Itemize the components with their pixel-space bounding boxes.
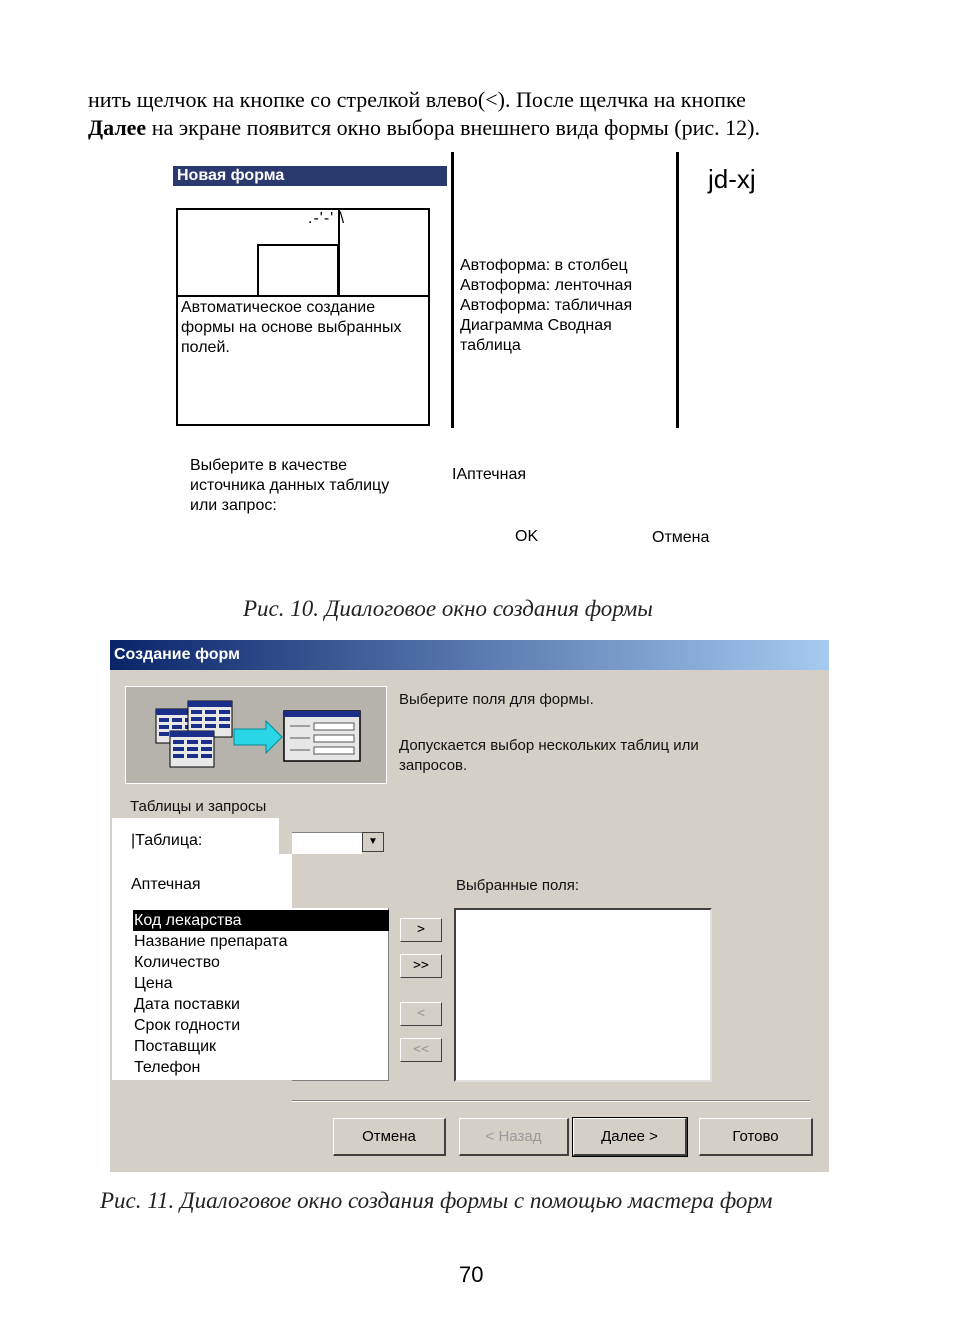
available-fields-list[interactable] <box>133 910 389 1078</box>
form-type-list[interactable] <box>460 256 660 356</box>
preview-glyph: .-'-' \ <box>308 210 346 227</box>
figure-10-caption: Рис. 10. Диалоговое окно создания формы <box>243 596 653 621</box>
field-item[interactable]: Поставщик <box>134 1038 217 1055</box>
add-field-button[interactable]: > <box>400 918 442 942</box>
field-item[interactable]: Количество <box>134 954 220 971</box>
form-type-item[interactable]: Автоформа: табличная <box>460 297 633 314</box>
ocr-fragment: jd-xj <box>708 164 756 194</box>
form-type-item[interactable]: Автоформа: в столбец <box>460 257 628 274</box>
bold-word: Далее <box>88 115 147 140</box>
cancel-button[interactable]: Отмена <box>652 529 710 546</box>
form-description: Автоматическое создание формы на основе выбранных полей. <box>181 299 402 356</box>
table-combo-value[interactable]: |Таблица: <box>131 832 203 849</box>
remove-all-fields-button[interactable]: << <box>400 1038 442 1062</box>
field-item[interactable]: Дата поставки <box>134 996 240 1013</box>
selected-fields-list[interactable] <box>454 908 712 1082</box>
field-item[interactable]: Цена <box>134 975 173 992</box>
paragraph-line-1: нить щелчок на кнопке со стрелкой влево(<). После щелчка на кнопке <box>88 87 746 112</box>
wizard-back-button[interactable]: < Назад <box>459 1118 569 1156</box>
tables-queries-label: Таблицы и запросы <box>130 798 267 815</box>
form-wizard-title-bar: Создание форм <box>110 640 829 670</box>
instruction-multiple-tables: Допускается выбор нескольких таблиц или запросов. <box>399 737 699 774</box>
source-prompt: Выберите в качестве источника данных таблицу или запрос: <box>190 457 390 514</box>
tables-to-form-icon <box>126 687 386 783</box>
paragraph-line-2 <box>88 114 848 142</box>
wizard-cancel-button[interactable]: Отмена <box>333 1118 446 1156</box>
preview-small-box <box>257 244 339 296</box>
paragraph-line-2-rest: на экране появится окно выбора внешнего вида формы (рис. 12). <box>146 115 760 140</box>
page-number: 70 <box>459 1262 484 1287</box>
list-right-border <box>676 152 679 428</box>
table-combo-field[interactable] <box>292 832 362 854</box>
wizard-next-button[interactable]: Далее > <box>573 1118 687 1156</box>
field-item[interactable]: Срок годности <box>134 1017 241 1034</box>
chevron-down-icon[interactable]: ▼ <box>362 832 384 852</box>
field-item[interactable]: Код лекарства <box>133 910 389 931</box>
form-type-item[interactable]: Автоформа: ленточная <box>460 277 633 294</box>
instruction-select-fields: Выберите поля для формы. <box>399 691 594 708</box>
form-type-item[interactable]: Диаграмма Сводная <box>460 317 612 334</box>
selected-fields-label: Выбранные поля: <box>456 877 580 894</box>
new-form-title-bar: Новая форма <box>173 166 447 186</box>
body-paragraph <box>88 86 848 142</box>
field-item[interactable]: Название препарата <box>134 933 288 950</box>
remove-field-button[interactable]: < <box>400 1002 442 1026</box>
ok-button[interactable]: OK <box>515 528 539 545</box>
table-name: Аптечная <box>131 876 201 893</box>
add-all-fields-button[interactable]: >> <box>400 954 442 978</box>
form-type-item[interactable]: таблица <box>460 337 521 354</box>
field-item[interactable]: Телефон <box>134 1059 201 1076</box>
wizard-illustration <box>125 686 387 784</box>
button-separator <box>292 1100 810 1102</box>
source-select[interactable]: IАптечная <box>452 466 527 483</box>
wizard-finish-button[interactable]: Готово <box>699 1118 813 1156</box>
figure-11-caption: Рис. 11. Диалоговое окно создания формы с помощью мастера форм <box>100 1188 773 1213</box>
list-left-border <box>451 152 454 428</box>
